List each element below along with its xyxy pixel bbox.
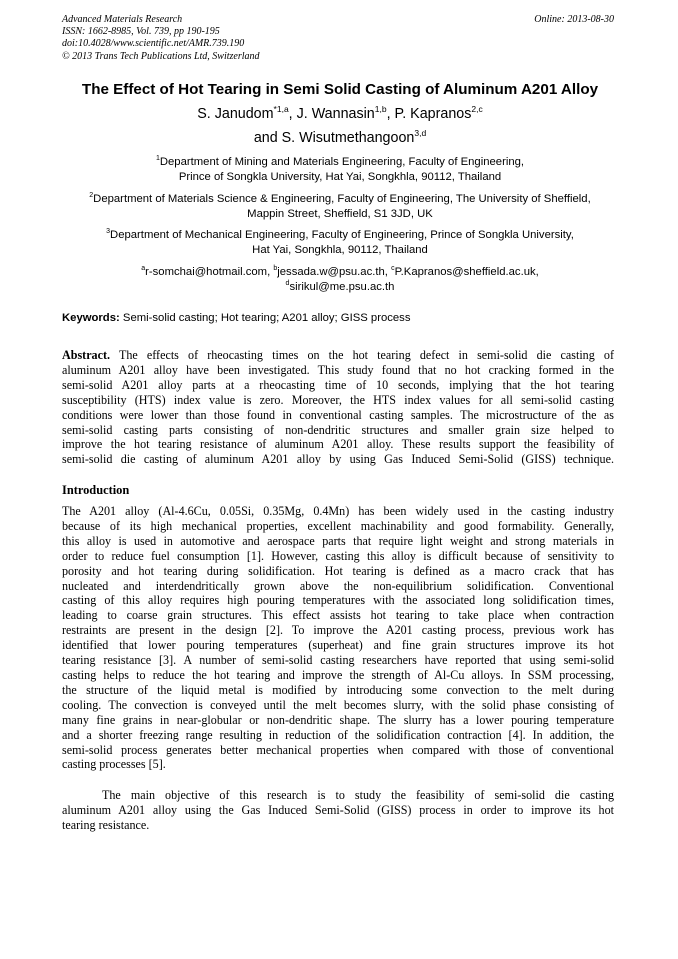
affiliation-superscript: 2 — [89, 192, 94, 199]
abstract-line: Abstract. The effects of rheocasting times on the hot tearing defect in semi-solid die casting of — [62, 348, 614, 362]
affiliation-line: $^2$Department of Materials Science & Engineering, Faculty of Engineering, The University of Sheffield, — [89, 192, 591, 205]
intro-line: leading to coarse grain structures. This effect assists hot tearing to take place when contraction — [62, 608, 614, 623]
intro-line: nucleated and interdendritically grown above the non-equilibrium solidification. Conventional — [62, 578, 614, 593]
author-name: J. Wannasin — [296, 106, 375, 122]
intro-line: because of its high mechanical properties, excellent machinability and good formability. Generally, — [62, 518, 614, 533]
abstract — [62, 348, 614, 467]
objective-line: tearing resistance. — [62, 817, 150, 832]
affiliation-superscript: 1 — [155, 155, 160, 162]
affiliation-line: Prince of Songkla University, Hat Yai, Songkhla, 90112, Thailand — [178, 171, 502, 184]
intro-line: and a shorter freezing range resulting in reduction of the solidification contraction [4]. In addition, the — [62, 727, 614, 742]
author-emails — [40, 265, 640, 296]
affiliation-line: $^3$Department of Mechanical Engineering, Faculty of Engineering, Prince of Songkla University, — [106, 228, 574, 241]
affiliation-1 — [40, 155, 640, 186]
affiliation-superscript: 3 — [106, 228, 111, 235]
abstract-line: semi-solid A201 alloy parts at a rheocasting time of 10 seconds, implying that the hot tearing — [62, 377, 614, 392]
abstract-line: conditions were lower than those found in conventional casting samples. The microstructure of the as — [62, 407, 614, 422]
intro-line: many fine grains in near-globular or non-dendritic shape. The slurry has a lower pouring temperature — [62, 712, 614, 727]
keywords — [62, 311, 410, 326]
copyright-line: © 2013 Trans Tech Publications Ltd, Switzerland — [62, 50, 260, 62]
intro-line: casting helps to reduce the hot tearing and improve the strength of Al-Cu alloys. In SSM processing, — [62, 667, 614, 682]
email-link[interactable]: jessada.w@psu.ac.th, — [277, 266, 392, 278]
email-link[interactable]: sirikul@me.psu.ac.th — [289, 281, 395, 294]
author-name: S. Janudom — [197, 106, 274, 122]
journal-name: Advanced Materials Research — [62, 14, 183, 25]
online-date: Online: 2013-08-30 — [534, 14, 614, 25]
intro-line: The A201 alloy (Al-4.6Cu, 0.05Si, 0.35Mg, 0.4Mn) has been widely used in the casting industry — [62, 504, 614, 518]
affiliation-3 — [40, 228, 640, 259]
intro-line: identified that lower pouring temperatures (superheat) and fine grain structures improve its hot — [62, 638, 614, 653]
abstract-label: Abstract. — [62, 348, 111, 362]
introduction-paragraph — [62, 504, 614, 772]
abstract-line: improve the hot tearing resistance of aluminum A201 alloy. These results support the feasibility of — [62, 437, 614, 452]
author-separator: , — [386, 106, 395, 122]
issn-line: ISSN: 1662-8985, Vol. 739, pp 190-195 — [62, 26, 220, 38]
abstract-line: semi-solid die casting of aluminum A201 alloy by using Gas Induced Semi-Solid (GISS) technique. — [62, 452, 614, 467]
abstract-line: susceptibility (HTS) index value is zero. Moreover, the HTS index values for all semi-solid casting — [62, 392, 614, 407]
objective-line: The main objective of this research is to study the feasibility of semi-solid die casting — [102, 788, 614, 802]
intro-line: restraints are present in the design [2]. To improve the A201 casting process, previous work has — [62, 623, 614, 638]
affiliation-line: $^1$Department of Mining and Materials Engineering, Faculty of Engineering, — [155, 155, 525, 168]
author-name: and S. Wisutmethangoon — [253, 130, 415, 146]
affiliation-line: Hat Yai, Songkhla, 90112, Thailand — [252, 244, 428, 257]
authors-line-1 — [40, 104, 640, 124]
author-name: P. Kapranos — [394, 106, 472, 122]
intro-line: casting of this alloy requires high pouring temperatures with the associated long solidification times, — [62, 593, 614, 608]
intro-line: porosity and hot tearing during solidification. Hot tearing is defined as a macro crack that has — [62, 563, 614, 578]
journal-metadata — [62, 14, 392, 63]
email-link[interactable]: r-somchai@hotmail.com, — [145, 266, 274, 278]
paper-title: The Effect of Hot Tearing in Semi Solid Casting of Aluminum A201 Alloy — [81, 81, 599, 98]
section-heading-introduction: Introduction — [62, 483, 130, 497]
intro-line: semi-solid process generates better mechanical properties when compared with those of conventional — [62, 742, 614, 757]
author-separator: , — [288, 106, 297, 122]
abstract-line: semi-solid casting parts consisting of non-dendritic structures and smaller grain size helped to — [62, 422, 614, 437]
affiliation-line: Mappin Street, Sheffield, S1 3JD, UK — [247, 208, 433, 221]
intro-line: this alloy is used in automotive and aerospace parts that require light weight and strong materials in — [62, 533, 614, 548]
author-superscript: 3,d — [414, 128, 427, 138]
intro-line: tearing resistance [3]. A number of semi-solid casting researchers have reported that using semi-solid — [62, 653, 614, 668]
doi-line: doi:10.4028/www.scientific.net/AMR.739.190 — [62, 38, 245, 50]
intro-line: casting processes [5]. — [62, 757, 166, 772]
objective-paragraph — [62, 788, 614, 833]
email-link[interactable]: P.Kapranos@sheffield.ac.uk, — [394, 266, 539, 278]
author-superscript: 1,b — [374, 104, 387, 114]
intro-line: cooling. The convection is conveyed until the melt becomes slurry, with the solid phase consisting of — [62, 697, 614, 712]
author-superscript: 2,c — [471, 104, 483, 114]
authors-line-2 — [40, 128, 640, 148]
abstract-line: aluminum A201 alloy have been investigated. This study found that no hot cracking formed in the — [62, 362, 614, 377]
author-superscript: *1,a — [273, 104, 289, 114]
keywords-label: Keywords: — [62, 312, 120, 324]
objective-line: aluminum A201 alloy using the Gas Induced Semi-Solid (GISS) process in order to improve its hot — [62, 802, 614, 817]
intro-line: the structure of the liquid metal is modified by introducing some convection to the melt during — [62, 682, 614, 697]
intro-line: order to reduce fuel consumption [1]. However, casting this alloy is difficult because of sensitivity to — [62, 548, 614, 563]
affiliation-2 — [40, 192, 640, 223]
keywords-text: Semi-solid casting; Hot tearing; A201 alloy; GISS process — [119, 312, 411, 324]
email-line: $^d$sirikul@me.psu.ac.th — [285, 280, 395, 294]
email-line: $^a$r-somchai@hotmail.com, $^b$jessada.w@psu.ac.th, $^c$P.Kapranos@sheffield.ac.uk, — [141, 265, 539, 278]
